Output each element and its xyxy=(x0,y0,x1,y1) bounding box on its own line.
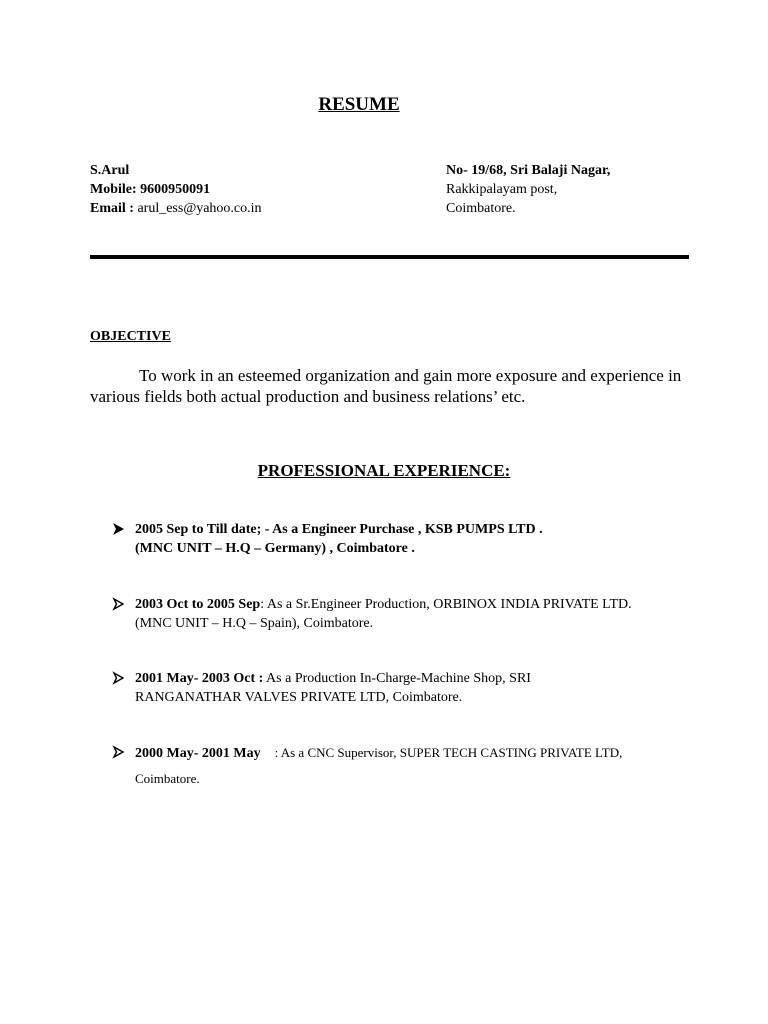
mobile-number: 9600950091 xyxy=(140,182,211,197)
experience-item-2 xyxy=(111,595,632,633)
mobile-label: Mobile: xyxy=(90,182,137,197)
experience-item-2-period: 2003 Oct to 2005 Sep xyxy=(135,597,261,612)
email-address: arul_ess@yahoo.co.in xyxy=(137,201,262,216)
experience-item-1 xyxy=(111,520,543,558)
resume-title: RESUME xyxy=(318,94,400,115)
experience-item-3-line-1 xyxy=(135,669,531,688)
experience-item-1-line-1: 2005 Sep to Till date; - As a Engineer Purchase , KSB PUMPS LTD . xyxy=(135,522,543,537)
candidate-name: S.Arul xyxy=(90,163,130,178)
experience-item-3-line-2: RANGANATHAR VALVES PRIVATE LTD, Coimbatore. xyxy=(135,690,463,705)
contact-right xyxy=(446,161,610,218)
address-line-1: No- 19/68, Sri Balaji Nagar, xyxy=(446,163,611,178)
email-label: Email : xyxy=(90,201,134,216)
experience-item-4 xyxy=(111,743,622,788)
arrowhead-bullet-icon xyxy=(111,522,125,536)
experience-item-1-line-2: (MNC UNIT – H.Q – Germany) , Coimbatore . xyxy=(135,541,415,556)
experience-item-3-role: As a Production In-Charge-Machine Shop, SRI xyxy=(263,671,531,686)
experience-item-2-line-2: (MNC UNIT – H.Q – Spain), Coimbatore. xyxy=(135,616,374,631)
objective-heading: OBJECTIVE xyxy=(90,329,171,344)
experience-item-4-line-2: Coimbatore. xyxy=(135,771,200,786)
arrowhead-bullet-icon xyxy=(111,671,125,685)
address-line-2: Rakkipalayam post, xyxy=(446,182,558,197)
mobile-line xyxy=(90,180,262,199)
experience-item-3 xyxy=(111,669,531,707)
email-line xyxy=(90,199,262,218)
experience-item-3-period: 2001 May- 2003 Oct : xyxy=(135,671,264,686)
arrowhead-bullet-icon xyxy=(111,597,125,611)
experience-heading: PROFESSIONAL EXPERIENCE: xyxy=(257,461,511,480)
arrowhead-bullet-icon xyxy=(111,745,125,759)
header-divider xyxy=(90,255,689,259)
address-line-3: Coimbatore. xyxy=(446,201,516,216)
experience-item-4-role: : As a CNC Supervisor, SUPER TECH CASTING PRIVATE LTD, xyxy=(274,745,623,760)
experience-item-4-period: 2000 May- 2001 May xyxy=(135,746,261,761)
contact-left xyxy=(90,161,262,218)
experience-item-4-line-1 xyxy=(135,743,622,763)
experience-item-2-line-1 xyxy=(135,595,632,614)
objective-text: To work in an esteemed organization and gain more exposure and experience in various fields both actual production and business relations’ etc. xyxy=(90,366,682,406)
experience-item-2-role: : As a Sr.Engineer Production, ORBINOX INDIA PRIVATE LTD. xyxy=(260,597,632,612)
